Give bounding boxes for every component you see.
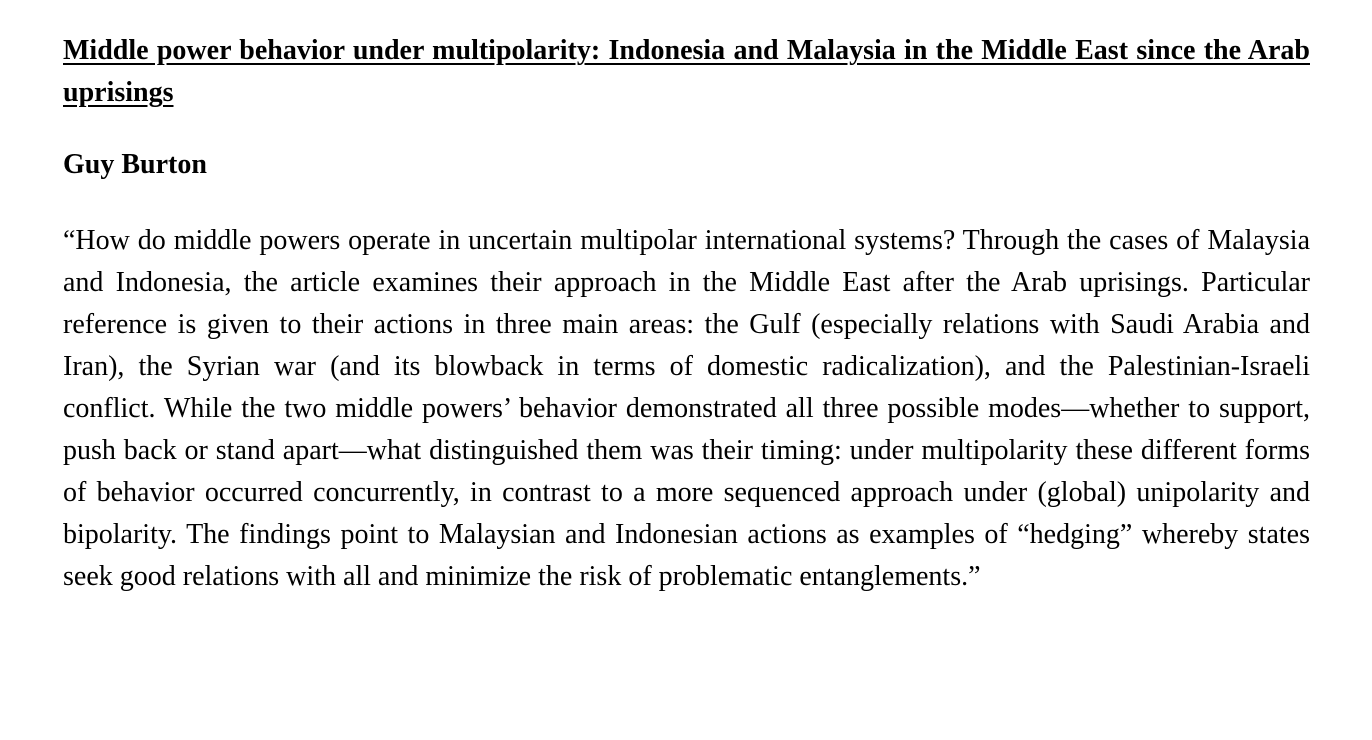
document-page: [63, 30, 1310, 598]
article-title: Middle power behavior under multipolarity: Indonesia and Malaysia in the Middle East since the Arab uprisings: [63, 35, 1310, 108]
article-author: Guy Burton: [63, 149, 207, 180]
article-abstract: “How do middle powers operate in uncertain multipolar international systems? Through the cases of Malaysia and Indonesia, the article examines their approach in the Middle East after the Arab uprisings. Particular reference is given to their actions in three main areas: the Gulf (especially relations with Saudi Arabia and Iran), the Syrian war (and its blowback in terms of domestic radicalization), and the Palestinian-Israeli conflict. While the two middle powers’ behavior demonstrated all three possible modes—whether to support, push back or stand apart—what distinguished them was their timing: under multipolarity these different forms of behavior occurred concurrently, in contrast to a more sequenced approach under (global) unipolarity and bipolarity. The findings point to Malaysian and Indonesian actions as examples of “hedging” whereby states seek good relations with all and minimize the risk of problematic entanglements.”: [63, 225, 1310, 592]
